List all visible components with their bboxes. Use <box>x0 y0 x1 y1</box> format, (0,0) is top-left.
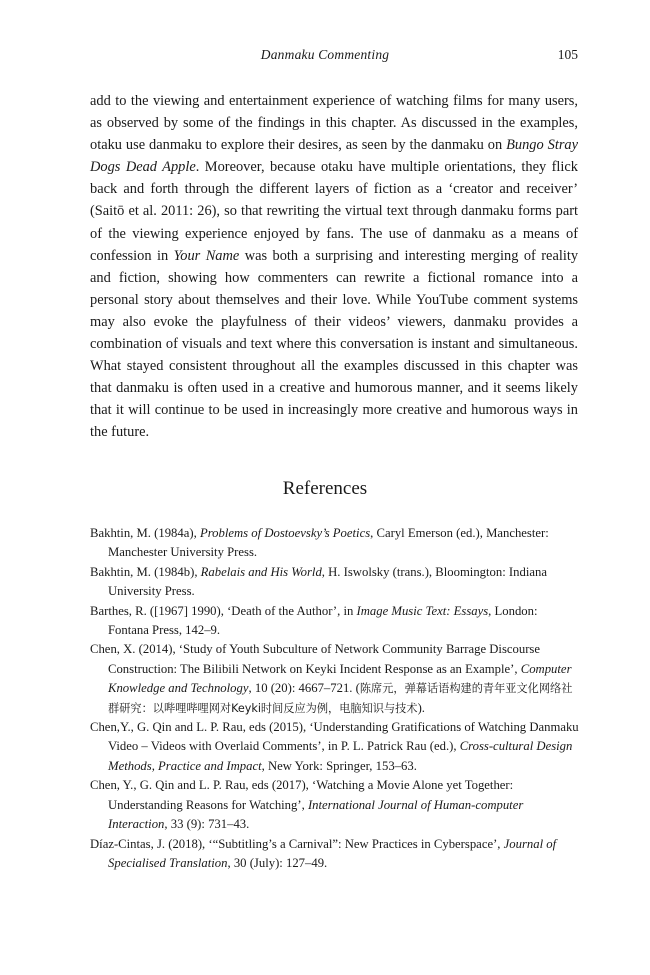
reference-text: , 33 (9): 731–43. <box>164 817 250 832</box>
work-title: Bungo Stray Dogs Dead Apple <box>90 137 578 176</box>
reference-text: Bakhtin, M. (1984b), <box>90 564 201 579</box>
body-text-segment: add to the viewing and entertainment experience of watching films for many users, as observed by some of the findings in this chapter. As discussed in the examples, otaku use danmaku to explore their desires, as seen by the danmaku on <box>90 93 578 154</box>
body-text-segment: was both a surprising and interesting merging of reality and fiction, showing how commenters can rewrite a fictional romance into a personal story about themselves and their love. While YouTube comment systems may also evoke the playfulness of their videos’ viewers, danmaku provides a combination of visuals and text where this conversation is instant and simultaneous. What stayed consistent throughout all the examples discussed in this chapter was that danmaku is often used in a creative and humorous manner, and it seems likely that it will continue to be used in increasingly more creative and humorous ways in the future. <box>90 247 579 441</box>
reference-entry <box>90 524 580 563</box>
reference-text: , 30 (July): 127–49. <box>227 855 328 870</box>
reference-entry <box>90 640 580 718</box>
reference-text: ). <box>417 700 425 715</box>
reference-title: Computer Knowledge and Technology <box>108 661 572 696</box>
reference-text: Chen,Y., G. Qin and L. P. Rau, eds (2015), ‘Understanding Gratifications of Watching Danmaku Video – Videos with Overlaid Comments’, in P. L. Patrick Rau (ed.), <box>90 720 579 754</box>
reference-title: Image Music Text: Essays <box>356 603 489 618</box>
reference-text: Chen, Y., G. Qin and L. P. Rau, eds (2017), ‘Watching a Movie Alone yet Together: Understanding Reasons for Watching’, <box>90 778 514 812</box>
work-title: Your Name <box>173 247 240 264</box>
reference-title: Journal of Specialised Translation <box>108 836 557 870</box>
reference-title: Cross-cultural Design Methods, Practice and Impact <box>108 739 573 773</box>
reference-text: , 10 (20): 4667–721. ( <box>248 681 360 696</box>
reference-entry <box>90 776 580 834</box>
reference-text: Díaz-Cintas, J. (2018), ‘“Subtitling’s a Carnival”: New Practices in Cyberspace’, <box>90 836 504 851</box>
references-heading: References <box>282 478 368 499</box>
running-head-title: Danmaku Commenting <box>260 47 390 62</box>
reference-text: , H. Iswolsky (trans.), Bloomington: Indiana University Press. <box>108 564 547 599</box>
reference-title: Rabelais and His World <box>200 564 322 579</box>
running-head <box>0 47 650 67</box>
reference-entry <box>90 602 580 641</box>
reference-title: Problems of Dostoevsky’s Poetics <box>199 526 371 540</box>
reference-text: , Caryl Emerson (ed.), Manchester: Manchester University Press. <box>108 526 549 560</box>
body-text-segment: . Moreover, because otaku have multiple orientations, they flick back and forth through the different layers of fiction as a ‘creator and receiver’ (Saitō et al. 2011: 26), so that rewriting the virtual text through danmaku forms part of the viewing experience enjoyed by fans. The use of danmaku as a means of confession in <box>90 159 578 264</box>
body-paragraph <box>90 90 578 444</box>
reference-title: International Journal of Human-computer Interaction <box>108 797 524 832</box>
reference-text: Barthes, R. ([1967] 1990), ‘Death of the Author’, in <box>90 603 357 618</box>
reference-text: , New York: Springer, 153–63. <box>261 758 417 773</box>
reference-list <box>90 524 580 873</box>
reference-text: , London: Fontana Press, 142–9. <box>108 603 538 638</box>
reference-entry <box>90 835 580 874</box>
reference-chinese-citation: 陈席元，弹幕话语构建的青年亚文化网络社群研究：以哔哩哔哩网对Keyki时间反应为例，电脑知识与技术 <box>108 682 573 715</box>
reference-text: Bakhtin, M. (1984a), <box>90 526 200 540</box>
page-number: 105 <box>557 47 578 62</box>
reference-entry <box>90 563 580 602</box>
reference-entry <box>90 718 580 776</box>
reference-text: Chen, X. (2014), ‘Study of Youth Subculture of Network Community Barrage Discourse Construction: The Bilibili Network on Keyki Incident Response as an Example’, <box>90 642 541 676</box>
